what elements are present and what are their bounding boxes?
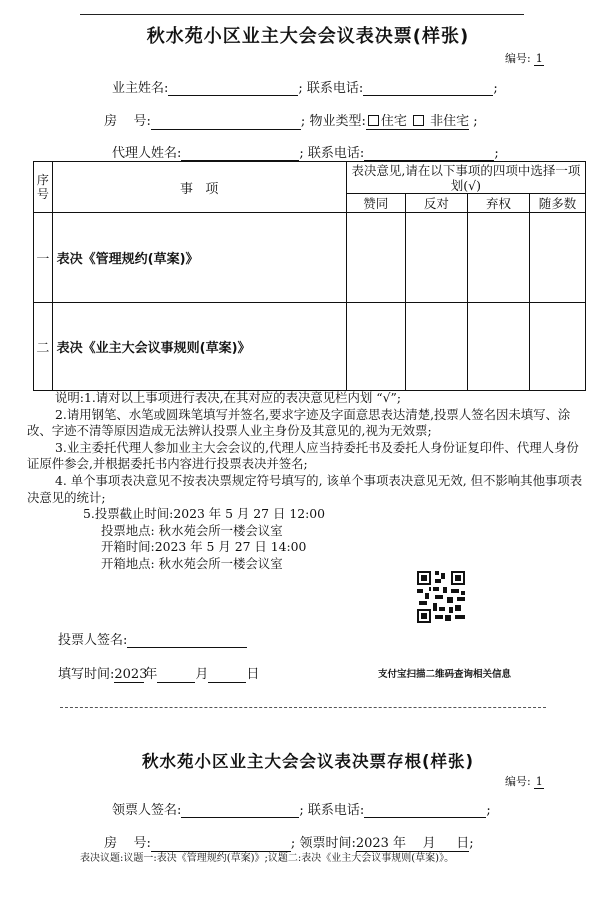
ballot-title: 秋水苑小区业主大会会议表决票(样张)	[146, 26, 470, 47]
qr-caption: 支付宝扫描二维码查询相关信息	[378, 669, 512, 680]
note-5-open-location: 开箱地点: 秋水苑会所一楼会议室	[101, 555, 283, 571]
agent-row: 代理人姓名: ; 联系电话: ;	[112, 146, 499, 161]
cut-line	[60, 707, 546, 708]
voter-signature-field[interactable]	[127, 647, 247, 648]
vote-cell-agree[interactable]	[346, 303, 405, 391]
row-item: 表决《业主大会议事规则(草案)》	[52, 303, 346, 391]
stub-receiver-row: 领票人签名: ; 联系电话: ;	[112, 803, 491, 818]
vote-cell-abstain[interactable]	[467, 213, 529, 303]
vote-cell-oppose[interactable]	[405, 213, 467, 303]
owner-name-field[interactable]	[168, 95, 298, 96]
serial-number: 编号: 1	[505, 52, 543, 65]
residential-checkbox[interactable]	[368, 115, 379, 126]
receiver-phone-field[interactable]	[364, 817, 486, 818]
serial-value: 1	[535, 52, 543, 65]
stub-title: 秋水苑小区业主大会会议表决票存根(样张)	[141, 752, 475, 771]
option-oppose: 反对	[405, 194, 467, 213]
option-abstain: 弃权	[467, 194, 529, 213]
top-rule	[80, 14, 524, 15]
voter-sign-row: 投票人签名:	[58, 629, 247, 648]
nonresidential-checkbox[interactable]	[413, 115, 424, 126]
table-row	[34, 303, 586, 391]
stub-serial: 编号: 1	[505, 775, 543, 788]
receiver-signature-field[interactable]	[181, 817, 299, 818]
vote-cell-oppose[interactable]	[405, 303, 467, 391]
row-seq: 一	[34, 213, 53, 303]
fill-day-field[interactable]	[208, 682, 246, 683]
row-item: 表决《管理规约(草案)》	[52, 213, 346, 303]
header-item: 事 项	[52, 162, 346, 213]
option-agree: 赞同	[346, 194, 405, 213]
header-seq: 序号	[34, 162, 53, 213]
stub-serial-value: 1	[535, 775, 543, 788]
owner-phone-field[interactable]	[363, 95, 493, 96]
stub-summary: 表决议题:议题一:表决《管理规约(草案)》;议题二:表决《业主大会议事规则(草案)》。	[80, 853, 455, 864]
room-row: 房 号: ; 物业类型: 住宅 非住宅 ;	[104, 114, 478, 129]
stub-room-row: 房 号: ; 领票时间:2023 年 月 日;	[104, 836, 474, 851]
vote-cell-abstain[interactable]	[467, 303, 529, 391]
note-5-location: 投票地点: 秋水苑会所一楼会议室	[101, 522, 283, 538]
note-1: 说明:1.请对以上事项进行表决,在其对应的表决意见栏内划 “√”;	[55, 390, 401, 405]
vote-cell-majority[interactable]	[530, 303, 586, 391]
vote-cell-agree[interactable]	[346, 213, 405, 303]
table-row	[34, 213, 586, 303]
option-follow-majority: 随多数	[530, 194, 586, 213]
room-number-field[interactable]	[151, 129, 301, 130]
vote-cell-majority[interactable]	[530, 213, 586, 303]
fill-year: 2023	[114, 667, 148, 682]
receive-year: 2023 年	[355, 836, 407, 851]
fill-time-row: 填写时间:2023年 月 日	[58, 667, 260, 682]
header-opinion: 表决意见,请在以下事项的四项中选择一项划(√)	[346, 162, 585, 194]
fill-month-field[interactable]	[157, 682, 195, 683]
note-5: 5.投票截止时间:2023 年 5 月 27 日 12:00	[83, 506, 326, 522]
qr-code-icon	[417, 571, 465, 623]
note-5-open-time: 开箱时间:2023 年 5 月 27 日 14:00	[101, 539, 307, 555]
note-4: 4. 单个事项表决意见不按表决票规定符号填写的, 该单个事项表决意见无效, 但不影响其他事项表决意见的统计;	[27, 472, 583, 505]
note-3: 3.业主委托代理人参加业主大会会议的,代理人应当持委托书及委托人身份证复印件、代理人身份证原件参会,并根据委托书内容进行投票表决并签名;	[27, 439, 579, 472]
row-seq: 二	[34, 303, 53, 391]
instructions	[27, 390, 585, 573]
note-2: 2.请用钢笔、水笔或圆珠笔填写并签名,要求字迹及字面意思表达清楚,投票人签名因未填写、涂改、字迹不清等原因造成无法辨认投票人业主身份及其意见的,视为无效票;	[27, 406, 571, 439]
vote-table	[33, 161, 586, 391]
owner-row: 业主姓名: ; 联系电话: ;	[112, 81, 498, 96]
